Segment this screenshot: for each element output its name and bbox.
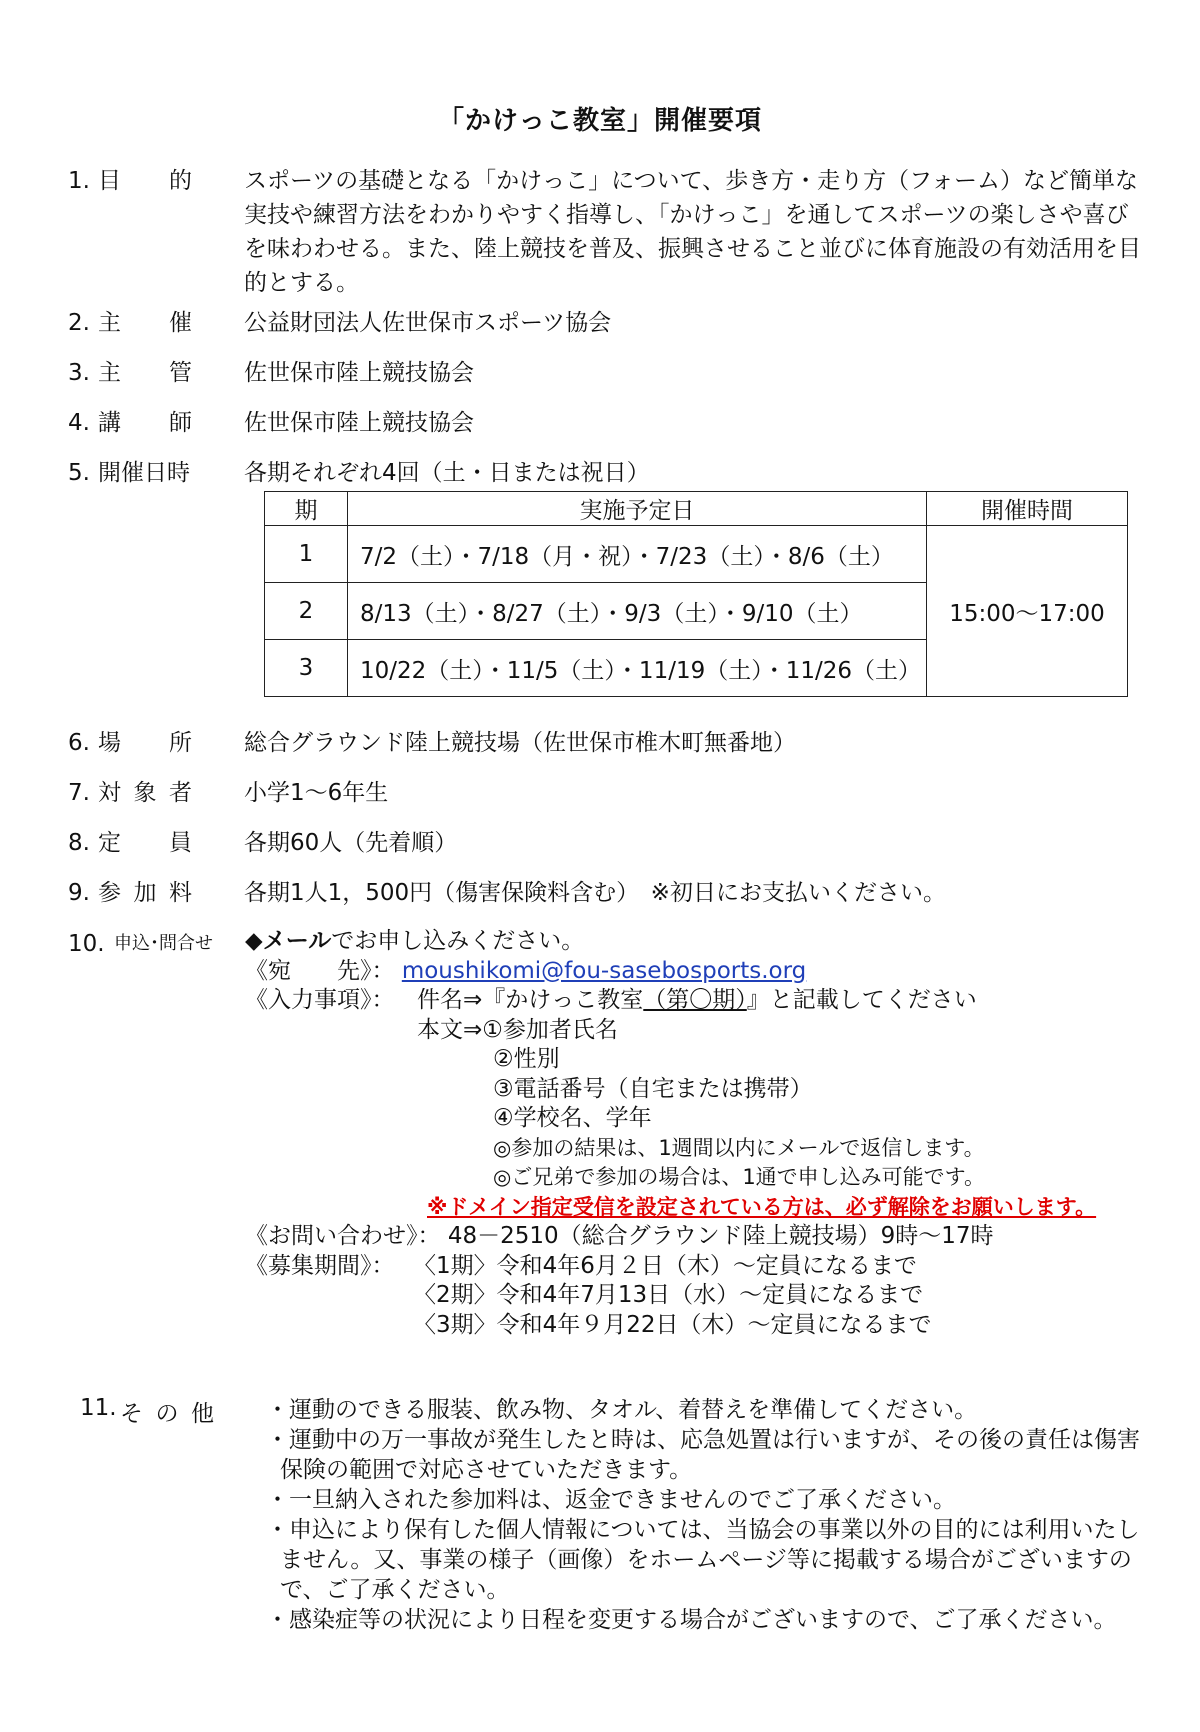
notes-list xyxy=(266,1395,1146,1635)
period-label: 《募集期間》： xyxy=(245,1252,395,1279)
period-cell: 1 xyxy=(265,526,348,583)
section-label-char: 的 xyxy=(169,168,192,194)
table-header: 期 xyxy=(265,492,348,526)
section-label-char: 管 xyxy=(169,360,192,386)
section-label-char: 者 xyxy=(169,780,192,806)
list-item: ・感染症等の状況により日程を変更する場合がございますので、ご了承ください。 xyxy=(266,1607,1117,1633)
section-number: 10. xyxy=(68,931,105,957)
to-label: 《宛 先》： xyxy=(245,957,395,984)
note: ◎ご兄弟で参加の場合は、1通で申し込み可能です。 xyxy=(493,1165,986,1189)
section-number: 11. xyxy=(80,1395,117,1421)
recruit-period: 〈1期〉令和4年6月２日（木）～定員になるまで xyxy=(413,1252,917,1279)
instructor-text: 佐世保市陸上競技協会 xyxy=(244,410,474,436)
section-label-char: そ xyxy=(120,1401,143,1427)
body-item: 本文⇒①参加者氏名 xyxy=(417,1016,618,1043)
mail-heading: ◆メール xyxy=(245,928,332,954)
table-header-row xyxy=(265,492,1128,526)
section-label-char: 所 xyxy=(169,730,192,756)
time-cell: 15:00～17:00 xyxy=(927,526,1128,697)
inquiry-label: 《お問い合わせ》： xyxy=(245,1223,441,1249)
recruit-period: 〈2期〉令和4年7月13日（水）～定員になるまで xyxy=(413,1282,924,1308)
recruit-period: 〈3期〉令和4年９月22日（木）～定員になるまで xyxy=(413,1311,932,1338)
section-number: 4. xyxy=(68,410,90,436)
section-number: 8. xyxy=(68,830,90,856)
target-text: 小学1～6年生 xyxy=(244,780,389,806)
section-label-char: 講 xyxy=(98,410,121,436)
section-label-char: 他 xyxy=(191,1401,214,1427)
section-label-char: 催 xyxy=(169,310,192,336)
domain-warning: ※ドメイン指定受信を設定されている方は、必ず解除をお願いします。 xyxy=(427,1194,1097,1219)
mail-instruction: でお申し込みください。 xyxy=(331,928,585,954)
section-number: 2. xyxy=(68,310,90,336)
note: ◎参加の結果は、1週間以内にメールで返信します。 xyxy=(493,1135,985,1160)
list-item: ・運動中の万一事故が発生したと時は、応急処置は行いますが、その後の責任は傷害保険の範囲で対応させていただきます。 xyxy=(266,1427,1140,1483)
table-header: 実施予定日 xyxy=(348,492,927,526)
section-label-char: 対 xyxy=(98,780,121,806)
period-cell: 2 xyxy=(265,583,348,640)
section-label: 開催日時 xyxy=(98,460,190,486)
venue-text: 総合グラウンド陸上競技場（佐世保市椎木町無番地） xyxy=(244,730,796,756)
body-item: ④学校名、学年 xyxy=(493,1105,652,1131)
section-number: 6. xyxy=(68,730,90,756)
subject-line xyxy=(417,986,977,1016)
section-label-char: 員 xyxy=(169,830,192,856)
dates-cell: 7/2（土）・7/18（月・祝）・7/23（土）・8/6（土） xyxy=(348,526,927,583)
section-number: 3. xyxy=(68,360,90,386)
section-number: 9. xyxy=(68,880,90,906)
section-label-char: 参 xyxy=(98,880,121,906)
section-label-char: 象 xyxy=(133,780,157,806)
dates-cell: 8/13（土）・8/27（土）・9/3（土）・9/10（土） xyxy=(348,583,927,640)
email-link[interactable]: moushikomi@fou-sasebosports.org xyxy=(401,957,807,984)
capacity-text: 各期60人（先着順） xyxy=(244,830,458,856)
section-number: 7. xyxy=(68,780,90,806)
body-item: ③電話番号（自宅または携帯） xyxy=(493,1075,813,1102)
table-header: 開催時間 xyxy=(927,492,1128,526)
fields-label: 《入力事項》： xyxy=(245,987,395,1013)
section-number: 5. xyxy=(68,460,90,486)
list-item: ・一旦納入された参加料は、返金できませんのでご了承ください。 xyxy=(266,1487,956,1513)
host-text: 公益財団法人佐世保市スポーツ協会 xyxy=(244,310,612,336)
purpose-text: スポーツの基礎となる「かけっこ」について、歩き方・走り方（フォーム）など簡単な実技や練習方法をわかりやすく指導し、「かけっこ」を通してスポーツの楽しさや喜びを味わわせる。また、陸上競技を普及、振興させること並びに体育施設の有効活用を目的とする。 xyxy=(244,168,1141,296)
section-number: 1. xyxy=(68,168,90,194)
section-label-char: 師 xyxy=(169,410,192,436)
section-label-char: 主 xyxy=(98,360,121,386)
subject-text: 件名⇒『かけっこ教室 xyxy=(417,987,644,1013)
page-title: 「かけっこ教室」開催要項 xyxy=(437,106,762,136)
body-item: ②性別 xyxy=(493,1046,560,1072)
schedule-text: 各期それぞれ4回（土・日または祝日） xyxy=(244,460,650,486)
section-label-char: 目 xyxy=(98,168,121,194)
subject-period: （第〇期） xyxy=(643,987,747,1013)
section-label-char: 主 xyxy=(98,310,121,336)
list-item: ・運動のできる服装、飲み物、タオル、着替えを準備してください。 xyxy=(266,1397,978,1423)
apply-block xyxy=(245,927,1175,1340)
dates-cell: 10/22（土）・11/5（土）・11/19（土）・11/26（土） xyxy=(348,640,927,697)
section-label: 申込･問合せ xyxy=(114,933,213,954)
table-row xyxy=(265,526,1128,583)
section-label-char: 定 xyxy=(98,830,121,856)
inquiry-text: 48－2510（総合グラウンド陸上競技場）9時～17時 xyxy=(447,1223,994,1249)
period-cell: 3 xyxy=(265,640,348,697)
section-label-char: の xyxy=(155,1401,179,1427)
section-label-char: 加 xyxy=(133,880,157,906)
section-label-char: 料 xyxy=(169,880,192,906)
fee-text: 各期1人1，500円（傷害保険料含む） ※初日にお支払いください。 xyxy=(244,880,946,906)
section-label-char: 場 xyxy=(98,730,121,756)
subject-end: 』と記載してください xyxy=(746,987,977,1013)
list-item: ・申込により保有した個人情報については、当協会の事業以外の目的には利用いたしません。又、事業の様子（画像）をホームページ等に掲載する場合がございますので、ご了承ください。 xyxy=(266,1517,1140,1603)
manager-text: 佐世保市陸上競技協会 xyxy=(244,360,474,386)
schedule-table xyxy=(264,491,1128,697)
